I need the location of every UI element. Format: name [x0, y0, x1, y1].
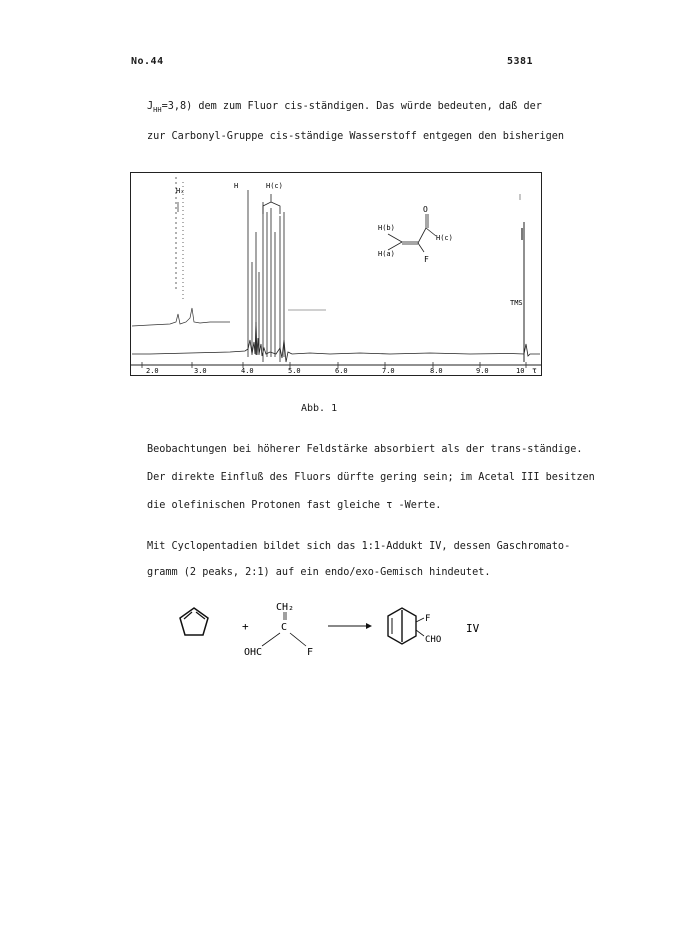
tick-label-9: 9.0: [476, 367, 489, 375]
page-number: 5381: [507, 56, 534, 67]
hx-multiplet: [176, 177, 183, 302]
plus-sign: +: [242, 620, 249, 633]
journal-issue-number: No.44: [131, 56, 164, 67]
product-f: F: [425, 614, 431, 624]
tick-label-5: 5.0: [288, 367, 301, 375]
label-hx: Hₓ: [176, 187, 185, 195]
scheme-f: F: [307, 647, 314, 658]
scheme-ohc: OHC: [244, 647, 263, 658]
paragraph-1-line-1-text: =3,8) dem zum Fluor cis-ständigen. Das würde bedeuten, daß der: [161, 101, 542, 112]
mol-label-o: O: [423, 205, 428, 214]
olefinic-signals: [248, 190, 284, 362]
acrolein-structure: [388, 214, 436, 252]
norbornene-product: [388, 608, 416, 644]
label-tms: TMS: [510, 299, 523, 307]
tick-label-7: 7.0: [382, 367, 395, 375]
coupling-subscript: HH: [153, 106, 162, 115]
tick-label-6: 6.0: [335, 367, 348, 375]
paragraph-2-line-2: Der direkte Einfluß des Fluors dürfte gering sein; im Acetal III besitzen: [147, 472, 595, 483]
scheme-c: C: [281, 622, 288, 633]
compound-label-iv: IV: [466, 622, 480, 635]
cyclopentadiene-ring: [180, 608, 208, 635]
paragraph-1-line-2: zur Carbonyl-Gruppe cis-ständige Wasserstoff entgegen den bisherigen: [147, 131, 565, 142]
mol-label-hb: H(b): [378, 224, 395, 232]
scheme-ch2: CH₂: [276, 602, 295, 613]
paragraph-3-line-2: gramm (2 peaks, 2:1) auf ein endo/exo-Gemisch hindeutet.: [147, 567, 491, 578]
nmr-spectrum-figure: [130, 172, 542, 380]
spectrum-frame: [131, 173, 542, 376]
mol-label-ha: H(a): [378, 250, 395, 258]
paragraph-1-line-1: [147, 101, 542, 114]
reaction-scheme: [170, 600, 530, 670]
hb-splitting-tree: [263, 194, 280, 214]
tick-label-3: 3.0: [194, 367, 207, 375]
figure-caption: Abb. 1: [301, 403, 338, 414]
mol-label-hc: H(c): [436, 234, 453, 242]
tick-label-10: 10: [516, 367, 525, 375]
mol-label-f: F: [424, 255, 429, 264]
paragraph-2-line-1: Beobachtungen bei höherer Feldstärke absorbiert als der trans-ständige.: [147, 444, 583, 455]
integration-trace: [132, 308, 230, 326]
tick-label-tau: τ: [532, 366, 537, 375]
paragraph-2-line-3: die olefinischen Protonen fast gleiche τ -Werte.: [147, 500, 442, 511]
spectrum-trace: [132, 322, 540, 362]
tick-label-8: 8.0: [430, 367, 443, 375]
paragraph-3-line-1: Mit Cyclopentadien bildet sich das 1:1-Addukt IV, dessen Gaschromato-: [147, 541, 571, 552]
label-hc-peak: H(c): [266, 182, 283, 190]
product-cho: CHO: [425, 635, 442, 645]
tick-label-4: 4.0: [241, 367, 254, 375]
tick-label-2: 2.0: [146, 367, 159, 375]
coupling-symbol: J: [147, 101, 154, 112]
label-ha-peak: H: [234, 182, 239, 190]
